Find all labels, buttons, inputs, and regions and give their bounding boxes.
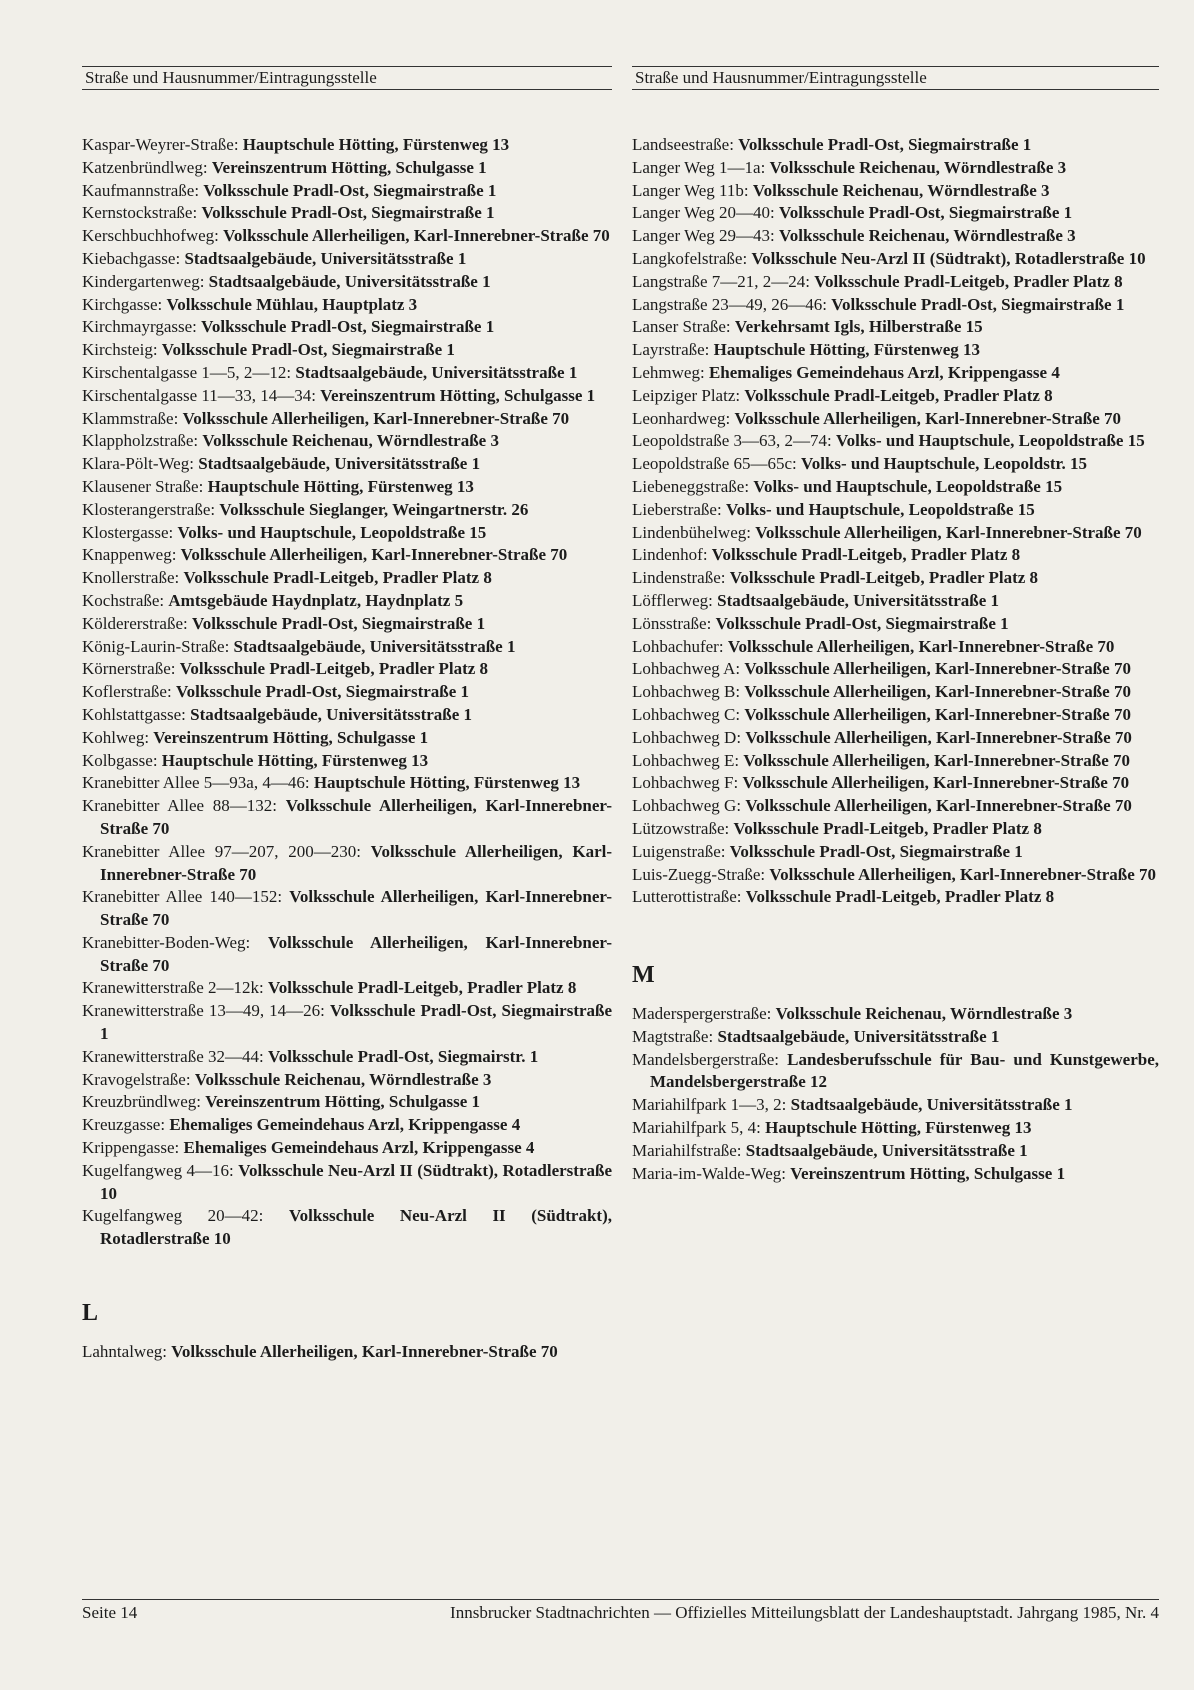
directory-entry [82, 202, 612, 225]
street-name: Klausener Straße: [82, 476, 204, 496]
directory-entry [632, 180, 1159, 203]
polling-place: Volksschule Allerheiligen, Karl-Innerebner-Straße 70 [745, 727, 1132, 747]
polling-place: Volksschule Allerheiligen, Karl-Innerebner-Straße 70 [743, 750, 1130, 770]
street-name: Köldererstraße: [82, 613, 188, 633]
directory-entry [82, 613, 612, 636]
directory-entry [632, 316, 1159, 339]
polling-place: Volksschule Pradl-Ost, Siegmairstraße 1 [729, 841, 1023, 861]
polling-place: Volksschule Allerheiligen, Karl-Innerebner-Straße 70 [182, 408, 570, 428]
directory-entry [82, 294, 612, 317]
polling-place: Volksschule Allerheiligen, Karl-Innerebner-Straße 70 [223, 226, 610, 246]
directory-entry [82, 544, 612, 567]
entry-list-l [632, 134, 1159, 909]
street-name: Langer Weg 11b: [632, 180, 749, 200]
polling-place: Volksschule Allerheiligen, Karl-Innerebner-Straße 70 [769, 864, 1156, 884]
street-name: Kaspar-Weyrer-Straße: [82, 135, 239, 154]
section-letter-l: L [82, 1300, 99, 1327]
street-name: Kugelfangweg 4—16: [82, 1160, 234, 1180]
directory-entry [632, 727, 1159, 750]
polling-place: Volksschule Pradl-Leitgeb, Pradler Platz 8 [179, 659, 489, 679]
directory-entry [82, 1046, 612, 1069]
right-column [632, 134, 1159, 1185]
directory-entry [632, 499, 1159, 522]
directory-entry [82, 339, 612, 362]
polling-place: Ehemaliges Gemeindehaus Arzl, Krippengasse 4 [169, 1115, 521, 1135]
street-name: Kernstockstraße: [82, 203, 198, 223]
directory-entry [632, 476, 1159, 499]
polling-place: Volksschule Allerheiligen, Karl-Innerebner-Straße 70 [744, 682, 1131, 702]
directory-entry [82, 750, 612, 773]
street-name: Kohlstattgasse: [82, 704, 186, 724]
street-name: Luigenstraße: [632, 841, 726, 861]
directory-entry [632, 818, 1159, 841]
street-name: Kirschentalgasse 11—33, 14—34: [82, 385, 317, 405]
directory-entry [82, 636, 612, 659]
polling-place: Hauptschule Hötting, Fürstenweg 13 [161, 750, 429, 770]
street-name: Langstraße 23—49, 26—46: [632, 294, 827, 314]
street-name: Layrstraße: [632, 340, 710, 360]
directory-entry [632, 202, 1159, 225]
entry-list-l-left [82, 1341, 612, 1364]
directory-entry [82, 795, 612, 841]
street-name: Magtstraße: [632, 1026, 714, 1046]
polling-place: Stadtsaalgebäude, Universitätsstraße 1 [790, 1095, 1073, 1115]
street-name: Katzenbründlweg: [82, 157, 208, 177]
directory-entry [632, 590, 1159, 613]
polling-place: Ehemaliges Gemeindehaus Arzl, Krippengasse 4 [183, 1138, 535, 1158]
street-name: Kaufmannstraße: [82, 180, 200, 200]
directory-entry [632, 1094, 1159, 1117]
polling-place: Hauptschule Hötting, Fürstenweg 13 [765, 1118, 1032, 1138]
polling-place: Vereinszentrum Hötting, Schulgasse 1 [153, 727, 429, 747]
directory-entry [82, 248, 612, 271]
street-name: Lanser Straße: [632, 317, 731, 337]
polling-place: Volksschule Reichenau, Wörndlestraße 3 [194, 1069, 492, 1089]
street-name: Kranebitter-Boden-Weg: [82, 932, 251, 952]
directory-entry [82, 408, 612, 431]
polling-place: Volksschule Pradl-Ost, Siegmairstraße 1 [161, 340, 455, 360]
directory-entry [632, 1117, 1159, 1140]
street-name: Lohbachweg G: [632, 796, 742, 816]
street-name: Klostergasse: [82, 522, 174, 542]
directory-entry [632, 772, 1159, 795]
directory-entry [82, 681, 612, 704]
street-name: Maderspergerstraße: [632, 1004, 772, 1024]
street-name: Lohbachweg C: [632, 704, 741, 724]
directory-entry [632, 864, 1159, 887]
street-name: Krippengasse: [82, 1138, 180, 1158]
street-name: Langstraße 7—21, 2—24: [632, 271, 810, 291]
street-name: Lahntalweg: [82, 1342, 167, 1362]
polling-place: Volksschule Allerheiligen, Karl-Innerebner-Straße 70 [180, 545, 568, 565]
polling-place: Volksschule Pradl-Leitgeb, Pradler Platz 8 [733, 818, 1042, 838]
polling-place: Landesberufsschule für Bau- und Kunstgewerbe, Mandelsbergerstraße 12 [650, 1049, 1159, 1092]
directory-entry [82, 385, 612, 408]
street-name: Kranebitter Allee 5—93a, 4—46: [82, 773, 310, 793]
polling-place: Volksschule Allerheiligen, Karl-Innerebner-Straße 70 [100, 887, 612, 930]
street-name: Klammstraße: [82, 408, 179, 428]
polling-place: Volksschule Reichenau, Wörndlestraße 3 [769, 157, 1067, 177]
polling-place: Volks- und Hauptschule, Leopoldstr. 15 [801, 454, 1087, 474]
directory-entry [82, 1205, 612, 1251]
polling-place: Volksschule Reichenau, Wörndlestraße 3 [752, 180, 1050, 200]
street-name: Kranebitter Allee 140—152: [82, 887, 283, 907]
street-name: Mariahilfpark 1—3, 2: [632, 1095, 787, 1115]
polling-place: Vereinszentrum Hötting, Schulgasse 1 [790, 1163, 1066, 1183]
street-name: Lindenstraße: [632, 568, 726, 588]
directory-entry [82, 977, 612, 1000]
polling-place: Volksschule Allerheiligen, Karl-Innerebner-Straße 70 [100, 841, 613, 884]
street-name: König-Laurin-Straße: [82, 636, 230, 656]
polling-place: Volksschule Reichenau, Wörndlestraße 3 [202, 431, 499, 451]
street-name: Lutterottistraße: [632, 887, 742, 907]
directory-entry [82, 727, 612, 750]
street-name: Lindenbühelweg: [632, 522, 751, 542]
directory-entry [632, 248, 1159, 271]
street-name: Kirchgasse: [82, 294, 163, 314]
polling-place: Hauptschule Hötting, Fürstenweg 13 [242, 135, 510, 154]
street-name: Kreuzgasse: [82, 1115, 166, 1135]
street-name: Kreuzbründlweg: [82, 1092, 201, 1112]
directory-entry [632, 453, 1159, 476]
polling-place: Volksschule Pradl-Ost, Siegmairstraße 1 [175, 682, 470, 702]
street-name: Landseestraße: [632, 135, 734, 154]
polling-place: Volksschule Allerheiligen, Karl-Innerebner-Straße 70 [100, 932, 613, 975]
street-name: Knollerstraße: [82, 568, 180, 588]
polling-place: Volksschule Neu-Arzl II (Südtrakt), Rotadlerstraße 10 [100, 1160, 612, 1203]
directory-entry [632, 362, 1159, 385]
directory-entry [632, 339, 1159, 362]
polling-place: Stadtsaalgebäude, Universitätsstraße 1 [190, 704, 473, 724]
polling-place: Volksschule Pradl-Leitgeb, Pradler Platz 8 [744, 385, 1053, 405]
street-name: Lönsstraße: [632, 613, 712, 633]
polling-place: Amtsgebäude Haydnplatz, Haydnplatz 5 [168, 590, 464, 610]
polling-place: Stadtsaalgebäude, Universitätsstraße 1 [295, 362, 578, 382]
polling-place: Volksschule Neu-Arzl II (Südtrakt), Rotadlerstraße 10 [751, 248, 1146, 268]
directory-entry [82, 1137, 612, 1160]
directory-entry [82, 476, 612, 499]
directory-entry [632, 636, 1159, 659]
polling-place: Volksschule Mühlau, Hauptplatz 3 [166, 294, 418, 314]
polling-place: Volksschule Pradl-Ost, Siegmairstraße 1 [201, 317, 495, 337]
street-name: Lohbachweg A: [632, 659, 741, 679]
polling-place: Volksschule Pradl-Leitgeb, Pradler Platz 8 [814, 271, 1123, 291]
entry-list-m [632, 1003, 1159, 1185]
directory-entry [632, 294, 1159, 317]
street-name: Lehmweg: [632, 362, 705, 382]
polling-place: Volksschule Pradl-Ost, Siegmairstraße 1 [100, 1001, 613, 1044]
directory-entry [82, 1160, 612, 1206]
street-name: Körnerstraße: [82, 659, 176, 679]
directory-entry [632, 681, 1159, 704]
directory-entry [632, 385, 1159, 408]
directory-entry [82, 522, 612, 545]
directory-entry [82, 1091, 612, 1114]
street-name: Leipziger Platz: [632, 385, 741, 405]
directory-entry [82, 134, 612, 157]
directory-entry [82, 362, 612, 385]
polling-place: Volksschule Pradl-Ost, Siegmairstraße 1 [191, 613, 486, 633]
directory-entry [82, 1341, 612, 1364]
directory-entry [632, 1003, 1159, 1026]
street-name: Langer Weg 20—40: [632, 203, 775, 223]
street-name: Kolbgasse: [82, 750, 158, 770]
polling-place: Volks- und Hauptschule, Leopoldstraße 15 [725, 499, 1035, 519]
polling-place: Stadtsaalgebäude, Universitätsstraße 1 [184, 248, 467, 268]
polling-place: Vereinszentrum Hötting, Schulgasse 1 [211, 157, 487, 177]
directory-entry [82, 1000, 612, 1046]
street-name: Kugelfangweg 20—42: [82, 1206, 264, 1226]
polling-place: Vereinszentrum Hötting, Schulgasse 1 [320, 385, 596, 405]
street-name: Lindenhof: [632, 545, 708, 565]
street-name: Kirchsteig: [82, 340, 158, 360]
polling-place: Stadtsaalgebäude, Universitätsstraße 1 [233, 636, 516, 656]
page-number: Seite 14 [82, 1603, 138, 1622]
directory-entry [82, 271, 612, 294]
polling-place: Hauptschule Hötting, Fürstenweg 13 [207, 476, 474, 496]
directory-entry [632, 750, 1159, 773]
street-name: Klara-Pölt-Weg: [82, 454, 194, 474]
polling-place: Hauptschule Hötting, Fürstenweg 13 [713, 340, 980, 360]
street-name: Knappenweg: [82, 545, 177, 565]
directory-entry [632, 430, 1159, 453]
column-header-right: Straße und Hausnummer/Eintragungsstelle [632, 66, 1159, 90]
directory-entry [632, 271, 1159, 294]
polling-place: Volksschule Reichenau, Wörndlestraße 3 [779, 226, 1076, 246]
polling-place: Volksschule Pradl-Ost, Siegmairstraße 1 [779, 203, 1073, 223]
street-name: Kravogelstraße: [82, 1069, 191, 1089]
polling-place: Volksschule Allerheiligen, Karl-Innerebner-Straße 70 [742, 773, 1130, 793]
directory-entry [82, 932, 612, 978]
polling-place: Volks- und Hauptschule, Leopoldstraße 15 [177, 522, 487, 542]
street-name: Kranewitterstraße 32—44: [82, 1046, 264, 1066]
directory-entry [82, 225, 612, 248]
directory-entry [632, 1049, 1159, 1095]
directory-entry [632, 1026, 1159, 1049]
street-name: Kranewitterstraße 13—49, 14—26: [82, 1001, 325, 1021]
directory-entry [82, 316, 612, 339]
polling-place: Vereinszentrum Hötting, Schulgasse 1 [205, 1092, 481, 1112]
polling-place: Volksschule Pradl-Ost, Siegmairstraße 1 [738, 135, 1032, 154]
polling-place: Volksschule Pradl-Ost, Siegmairstraße 1 [203, 180, 497, 200]
left-column [82, 134, 612, 1364]
street-name: Lützowstraße: [632, 818, 730, 838]
directory-entry [632, 613, 1159, 636]
polling-place: Volksschule Pradl-Leitgeb, Pradler Platz 8 [745, 887, 1055, 907]
polling-place: Volksschule Sieglanger, Weingartnerstr. 26 [219, 499, 529, 519]
directory-entry [632, 408, 1159, 431]
polling-place: Volks- und Hauptschule, Leopoldstraße 15 [753, 476, 1063, 496]
directory-entry [632, 544, 1159, 567]
street-name: Mandelsbergerstraße: [632, 1049, 779, 1069]
directory-entry [632, 157, 1159, 180]
polling-place: Stadtsaalgebäude, Universitätsstraße 1 [717, 590, 1000, 610]
street-name: Lohbachweg E: [632, 750, 740, 770]
directory-entry [632, 841, 1159, 864]
polling-place: Hauptschule Hötting, Fürstenweg 13 [313, 773, 581, 793]
street-name: Löfflerweg: [632, 590, 713, 610]
directory-entry [82, 704, 612, 727]
polling-place: Volksschule Pradl-Leitgeb, Pradler Platz 8 [711, 545, 1021, 565]
polling-place: Ehemaliges Gemeindehaus Arzl, Krippengasse 4 [708, 362, 1060, 382]
directory-entry [632, 522, 1159, 545]
street-name: Liebeneggstraße: [632, 476, 750, 496]
street-name: Kohlweg: [82, 727, 150, 747]
polling-place: Volksschule Pradl-Ost, Siegmairstraße 1 [831, 294, 1125, 314]
street-name: Mariahilfstraße: [632, 1140, 742, 1160]
directory-entry [82, 886, 612, 932]
directory-entry [632, 795, 1159, 818]
directory-entry [632, 567, 1159, 590]
polling-place: Stadtsaalgebäude, Universitätsstraße 1 [745, 1140, 1028, 1160]
directory-entry [632, 704, 1159, 727]
directory-entry [632, 1163, 1159, 1186]
directory-entry [82, 1069, 612, 1092]
polling-place: Verkehrsamt Igls, Hilberstraße 15 [734, 317, 983, 337]
polling-place: Volks- und Hauptschule, Leopoldstraße 15 [835, 431, 1145, 451]
directory-entry [82, 658, 612, 681]
directory-entry [82, 841, 612, 887]
polling-place: Volksschule Allerheiligen, Karl-Innerebner-Straße 70 [745, 796, 1132, 816]
directory-entry [632, 658, 1159, 681]
polling-place: Volksschule Allerheiligen, Karl-Innerebner-Straße 70 [744, 659, 1131, 679]
section-letter-m: M [632, 962, 655, 989]
directory-entry [82, 157, 612, 180]
directory-entry [82, 1114, 612, 1137]
polling-place: Volksschule Allerheiligen, Karl-Innerebner-Straße 70 [755, 522, 1142, 542]
column-header-left: Straße und Hausnummer/Eintragungsstelle [82, 66, 612, 90]
street-name: Kirchmayrgasse: [82, 317, 197, 337]
polling-place: Volksschule Allerheiligen, Karl-Innerebner-Straße 70 [744, 704, 1131, 724]
street-name: Kranewitterstraße 2—12k: [82, 978, 264, 998]
directory-entry [82, 430, 612, 453]
directory-entry [82, 590, 612, 613]
street-name: Leopoldstraße 65—65c: [632, 454, 797, 474]
directory-entry [82, 499, 612, 522]
polling-place: Volksschule Pradl-Ost, Siegmairstraße 1 [715, 613, 1009, 633]
street-name: Klappholzstraße: [82, 431, 199, 451]
polling-place: Volksschule Allerheiligen, Karl-Innerebner-Straße 70 [171, 1342, 558, 1362]
directory-entry [632, 225, 1159, 248]
polling-place: Volksschule Pradl-Leitgeb, Pradler Platz 8 [268, 978, 577, 998]
street-name: Kochstraße: [82, 590, 165, 610]
directory-entry [632, 886, 1159, 909]
page-footer [82, 1599, 1159, 1624]
street-name: Lohbachufer: [632, 636, 724, 656]
street-name: Kiebachgasse: [82, 248, 181, 268]
directory-entry [82, 453, 612, 476]
street-name: Maria-im-Walde-Weg: [632, 1163, 786, 1183]
directory-entry [82, 567, 612, 590]
directory-entry [632, 134, 1159, 157]
publication-line: Innsbrucker Stadtnachrichten — Offizielles Mitteilungsblatt der Landeshauptstadt. Jahrgang 1985, Nr. 4 [450, 1603, 1159, 1622]
directory-entry [632, 1140, 1159, 1163]
polling-place: Volksschule Pradl-Ost, Siegmairstr. 1 [268, 1046, 539, 1066]
street-name: Lohbachweg D: [632, 727, 742, 747]
polling-place: Volksschule Pradl-Leitgeb, Pradler Platz 8 [729, 568, 1039, 588]
street-name: Leopoldstraße 3—63, 2—74: [632, 431, 832, 451]
polling-place: Volksschule Pradl-Leitgeb, Pradler Platz 8 [183, 568, 492, 588]
entry-list-k [82, 134, 612, 1251]
polling-place: Volksschule Allerheiligen, Karl-Innerebner-Straße 70 [727, 636, 1115, 656]
street-name: Kranebitter Allee 88—132: [82, 796, 278, 816]
polling-place: Volksschule Reichenau, Wörndlestraße 3 [775, 1004, 1073, 1024]
street-name: Langer Weg 29—43: [632, 226, 775, 246]
polling-place: Volksschule Pradl-Ost, Siegmairstraße 1 [201, 203, 495, 223]
polling-place: Stadtsaalgebäude, Universitätsstraße 1 [717, 1026, 1000, 1046]
street-name: Klosterangerstraße: [82, 499, 216, 519]
directory-entry [82, 772, 612, 795]
street-name: Kranebitter Allee 97—207, 200—230: [82, 841, 361, 861]
street-name: Langkofelstraße: [632, 248, 748, 268]
polling-place: Stadtsaalgebäude, Universitätsstraße 1 [198, 454, 481, 474]
street-name: Lohbachweg F: [632, 773, 739, 793]
street-name: Koflerstraße: [82, 682, 172, 702]
street-name: Lieberstraße: [632, 499, 722, 519]
street-name: Langer Weg 1—1a: [632, 157, 766, 177]
polling-place: Volksschule Neu-Arzl II (Südtrakt), Rotadlerstraße 10 [100, 1206, 612, 1249]
street-name: Leonhardweg: [632, 408, 731, 428]
street-name: Kerschbuchhofweg: [82, 226, 219, 246]
street-name: Lohbachweg B: [632, 682, 741, 702]
street-name: Mariahilfpark 5, 4: [632, 1118, 761, 1138]
polling-place: Volksschule Allerheiligen, Karl-Innerebner-Straße 70 [734, 408, 1122, 428]
street-name: Luis-Zuegg-Straße: [632, 864, 766, 884]
polling-place: Stadtsaalgebäude, Universitätsstraße 1 [208, 271, 491, 291]
directory-entry [82, 180, 612, 203]
polling-place: Volksschule Allerheiligen, Karl-Innerebner-Straße 70 [100, 796, 612, 838]
street-name: Kirschentalgasse 1—5, 2—12: [82, 362, 292, 382]
street-name: Kindergartenweg: [82, 271, 205, 291]
